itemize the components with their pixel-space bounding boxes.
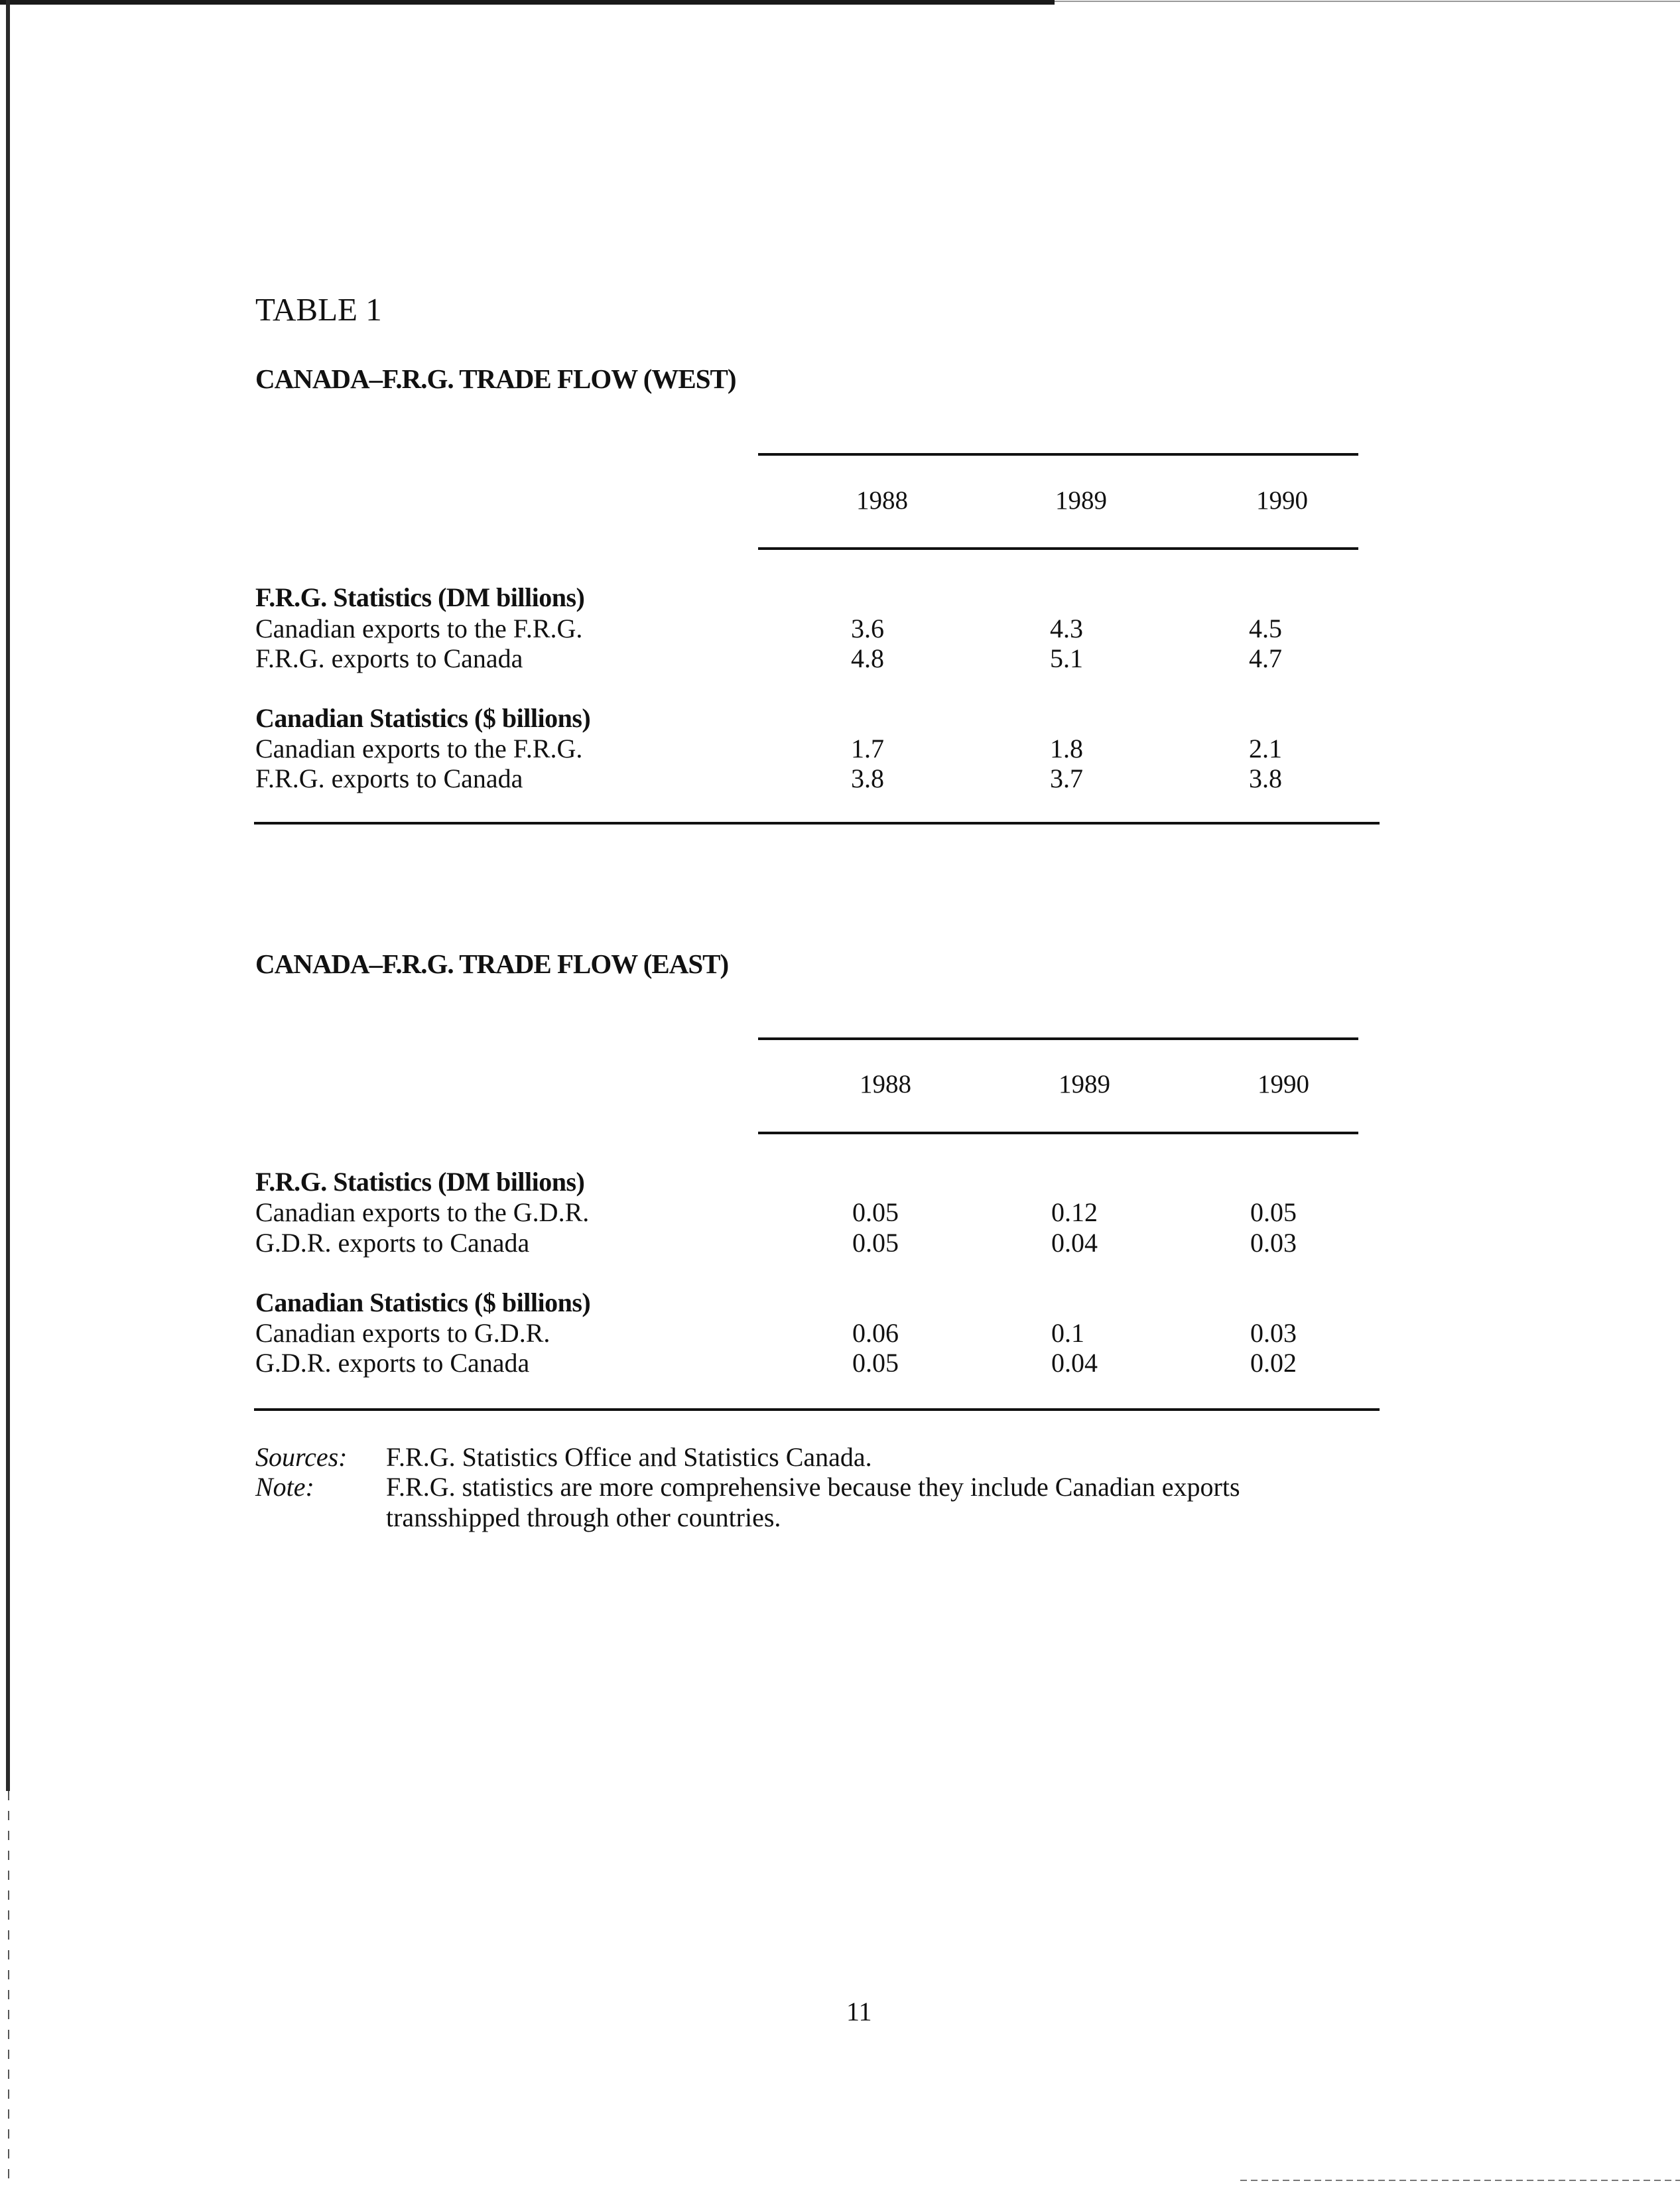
table-west-top-rule (758, 453, 1358, 456)
table-west-group-1-heading: F.R.G. Statistics (DM billions) (255, 582, 585, 612)
table-west-cell: 5.1 (1050, 643, 1083, 673)
table-east-group-2-row-2-label: G.D.R. exports to Canada (255, 1348, 530, 1378)
table-east-cell: 0.05 (852, 1197, 899, 1227)
table-west-cell: 4.3 (1050, 614, 1083, 643)
table-east-bottom-rule (254, 1408, 1380, 1411)
table-west-cell: 3.8 (1249, 763, 1282, 793)
scan-edge-left-faint (8, 1791, 9, 2185)
table-west-cell: 1.7 (851, 734, 884, 763)
table-west-cell: 4.7 (1249, 643, 1282, 673)
table-east-cell: 0.06 (852, 1318, 899, 1348)
table-west-cell: 3.7 (1050, 763, 1083, 793)
table-east-cell: 0.05 (852, 1228, 899, 1258)
note-label: Note: (255, 1472, 314, 1502)
table-east-group-1-heading: F.R.G. Statistics (DM billions) (255, 1167, 585, 1197)
table-west-group-1-row-2-label: F.R.G. exports to Canada (255, 643, 523, 673)
table-east-cell: 0.03 (1250, 1318, 1297, 1348)
table-west-group-2-row-2-label: F.R.G. exports to Canada (255, 763, 523, 793)
table-west-bottom-rule (254, 822, 1380, 825)
table-east-year-2: 1989 (1059, 1070, 1110, 1098)
table-east-cell: 0.04 (1051, 1228, 1098, 1258)
table-east-cell: 0.1 (1051, 1318, 1084, 1348)
table-west-cell: 4.8 (851, 643, 884, 673)
scan-edge-bottom (1240, 2180, 1680, 2181)
sources-text: F.R.G. Statistics Office and Statistics Canada. (386, 1442, 872, 1472)
table-west-cell: 1.8 (1050, 734, 1083, 763)
table-west-group-2-heading: Canadian Statistics ($ billions) (255, 703, 591, 733)
table-east-group-1-row-1-label: Canadian exports to the G.D.R. (255, 1197, 590, 1227)
table-west-header-rule (758, 547, 1358, 550)
table-west-cell: 4.5 (1249, 614, 1282, 643)
table-west-cell: 2.1 (1249, 734, 1282, 763)
table-west-title: CANADA–F.R.G. TRADE FLOW (WEST) (255, 364, 736, 394)
table-east-cell: 0.03 (1250, 1228, 1297, 1258)
table-west-year-2: 1989 (1055, 486, 1107, 515)
table-west-group-1-row-1-label: Canadian exports to the F.R.G. (255, 614, 583, 643)
table-label: TABLE 1 (255, 291, 382, 328)
sources-label: Sources: (255, 1442, 348, 1472)
note-text-line-1: F.R.G. statistics are more comprehensive because they include Canadian exports (386, 1472, 1240, 1502)
table-east-group-2-heading: Canadian Statistics ($ billions) (255, 1288, 591, 1317)
table-east-cell: 0.05 (1250, 1197, 1297, 1227)
table-east-title: CANADA–F.R.G. TRADE FLOW (EAST) (255, 949, 729, 979)
page-number: 11 (846, 1997, 872, 2026)
table-east-cell: 0.05 (852, 1348, 899, 1378)
table-east-group-2-row-1-label: Canadian exports to G.D.R. (255, 1318, 550, 1348)
scan-edge-left (6, 0, 10, 1791)
table-west-year-3: 1990 (1256, 486, 1308, 515)
table-east-group-1-row-2-label: G.D.R. exports to Canada (255, 1228, 530, 1258)
table-west-year-1: 1988 (856, 486, 908, 515)
scan-edge-top-thin (1055, 1, 1680, 2)
table-east-cell: 0.12 (1051, 1197, 1098, 1227)
table-east-year-3: 1990 (1258, 1070, 1309, 1098)
table-west-group-2-row-1-label: Canadian exports to the F.R.G. (255, 734, 583, 763)
table-west-cell: 3.8 (851, 763, 884, 793)
table-west-cell: 3.6 (851, 614, 884, 643)
note-text-line-2: transshipped through other countries. (386, 1502, 781, 1532)
scan-edge-top (0, 0, 1055, 5)
table-east-top-rule (758, 1037, 1358, 1040)
table-east-header-rule (758, 1132, 1358, 1134)
table-east-cell: 0.04 (1051, 1348, 1098, 1378)
table-east-year-1: 1988 (860, 1070, 911, 1098)
table-east-cell: 0.02 (1250, 1348, 1297, 1378)
